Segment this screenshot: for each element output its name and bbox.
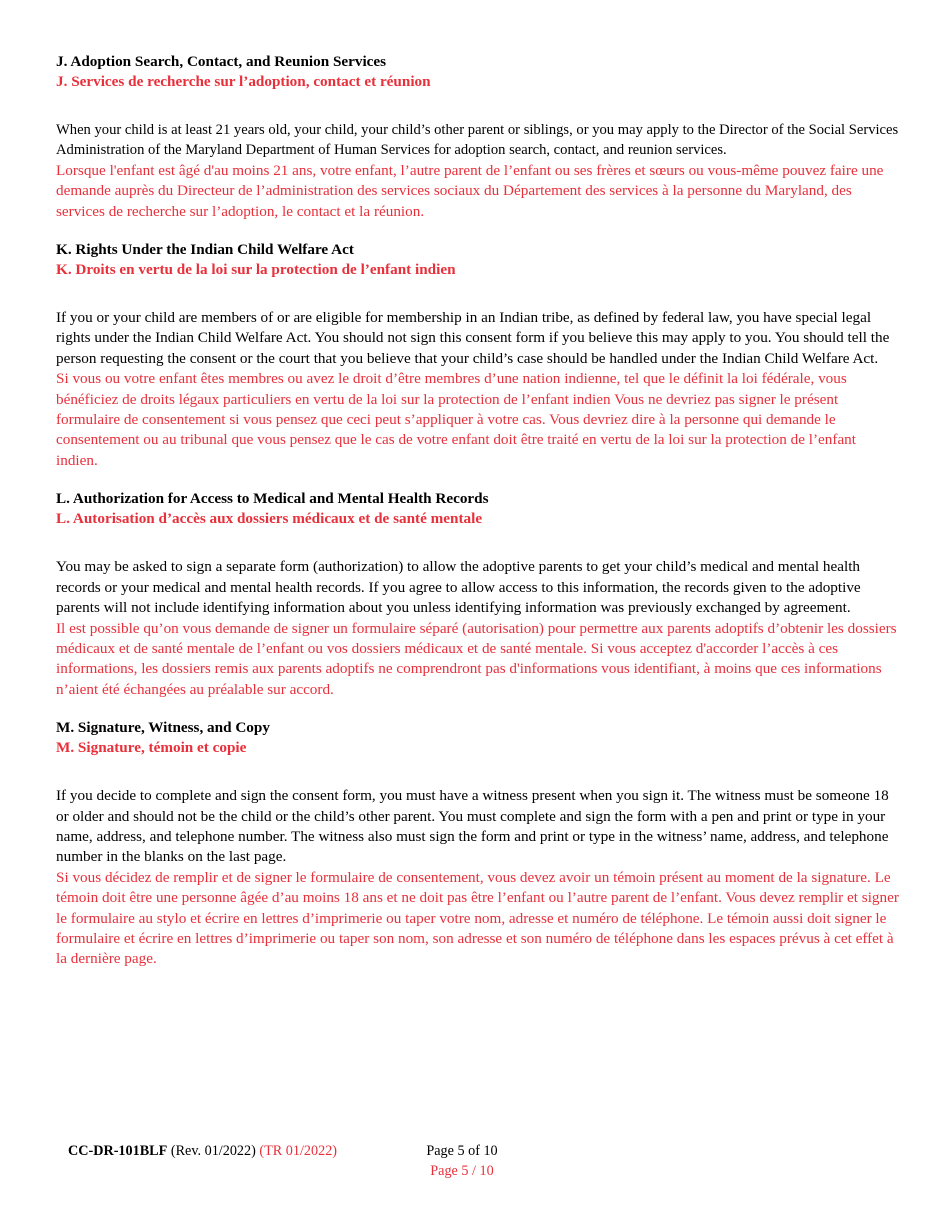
section-l-records-authorization bbox=[56, 489, 901, 700]
section-body-fr: Lorsque l'enfant est âgé d'au moins 21 ans, votre enfant, l’autre parent de l’enfant ou ses frères et sœurs ou vous-même pouvez faire une demande auprès du Directeur de l’administration des services sociaux du Département des services à la personne du Maryland, des services de recherche sur l’adoption, le contact et la réunion. bbox=[56, 161, 884, 220]
section-body-fr: Si vous ou votre enfant êtes membres ou avez le droit d’être membres d’une nation indienne, tel que le définit la loi fédérale, vous bénéficiez de droits légaux particuliers en vertu de la loi sur la protection de l’enfant indien Vous ne devriez pas signer le présent formulaire de consentement si vous pensez que ceci peut s’appliquer à votre cas. Vous devriez dire à la personne qui demande le consentement ou au tribunal que vous pensez que le cas de votre enfant doit être traité en vertu de la loi sur la protection de l’enfant indien. bbox=[56, 370, 856, 469]
section-body-fr: Il est possible qu’on vous demande de signer un formulaire séparé (autorisation) pour permettre aux parents adoptifs d’obtenir les dossiers médicaux et de santé mentale de l’enfant ou vos dossiers médicaux et de santé mentale. Si vous acceptez d'accorder l’accès à ces informations, les dossiers remis aux parents adoptifs ne comprendront pas d'informations vous identifiant, à moins que ces informations n’aient été échangées au préalable sur accord. bbox=[56, 619, 897, 698]
form-revision: (Rev. 01/2022) bbox=[170, 1143, 256, 1159]
section-heading-en: M. Signature, Witness, and Copy bbox=[56, 719, 270, 737]
form-number: CC-DR-101BLF bbox=[68, 1143, 168, 1159]
translation-revision: (TR 01/2022) bbox=[259, 1143, 338, 1159]
section-heading-fr: M. Signature, témoin et copie bbox=[56, 739, 247, 757]
document-page bbox=[56, 52, 901, 988]
section-body-en: You may be asked to sign a separate form (authorization) to allow the adoptive parents to get your child’s medical and mental health records or your medical and mental health records. If you agree to allow access to this information, the records given to the adoptive parents will not include identifying information about you unless identifying information was previously exchanged by agreement. bbox=[56, 558, 861, 617]
section-body-en: If you or your child are members of or are eligible for membership in an Indian tribe, as defined by federal law, you have special legal rights under the Indian Child Welfare Act. You should not sign this consent form if you believe this may apply to you. You should tell the person requesting the consent or the court that you believe that your child’s case should be handled under the Indian Child Welfare Act. bbox=[56, 309, 890, 367]
section-heading-en: J. Adoption Search, Contact, and Reunion Services bbox=[56, 53, 387, 70]
form-identifier bbox=[68, 1141, 337, 1161]
section-body-en: If you decide to complete and sign the consent form, you must have a witness present when you sign it. The witness must be someone 18 or older and should not be the child or the child’s other parent. You must complete and sign the form with a pen and print or type in your name, address, and telephone number. The witness also must sign the form and print or type in the witness’ name, address, and telephone number in the blanks on the last page. bbox=[56, 787, 889, 866]
page-number-fr: Page 5 / 10 bbox=[430, 1163, 494, 1179]
section-k-icwa-rights bbox=[56, 240, 901, 471]
page-number-en: Page 5 of 10 bbox=[426, 1143, 498, 1159]
section-heading-fr: L. Autorisation d’accès aux dossiers médicaux et de santé mentale bbox=[56, 510, 483, 528]
section-m-signature-witness bbox=[56, 718, 901, 970]
section-j-adoption-search bbox=[56, 52, 901, 222]
section-heading-fr: J. Services de recherche sur l’adoption, contact et réunion bbox=[56, 73, 431, 90]
section-body-en: When your child is at least 21 years old, your child, your child’s other parent or siblings, or you may apply to the Director of the Social Services Administration of the Maryland Department of Human Services for adoption search, contact, and reunion services. bbox=[56, 122, 899, 159]
section-heading-fr: K. Droits en vertu de la loi sur la protection de l’enfant indien bbox=[56, 261, 456, 279]
section-heading-en: L. Authorization for Access to Medical and Mental Health Records bbox=[56, 490, 489, 508]
page-number bbox=[417, 1141, 507, 1181]
section-body-fr: Si vous décidez de remplir et de signer le formulaire de consentement, vous devez avoir un témoin présent au moment de la signature. Le témoin doit être une personne âgée d’au moins 18 ans et ne doit pas être l’enfant ou l’autre parent de l’enfant. Vous devez remplir et signer le formulaire au stylo et écrire en lettres d’imprimerie ou taper votre nom, adresse et numéro de téléphone. Le témoin aussi doit signer le formulaire et écrire en lettres d’imprimerie ou taper son nom, son adresse et son numéro de téléphone dans les espaces prévus à cet effet à la dernière page. bbox=[56, 868, 899, 968]
section-heading-en: K. Rights Under the Indian Child Welfare Act bbox=[56, 241, 354, 259]
